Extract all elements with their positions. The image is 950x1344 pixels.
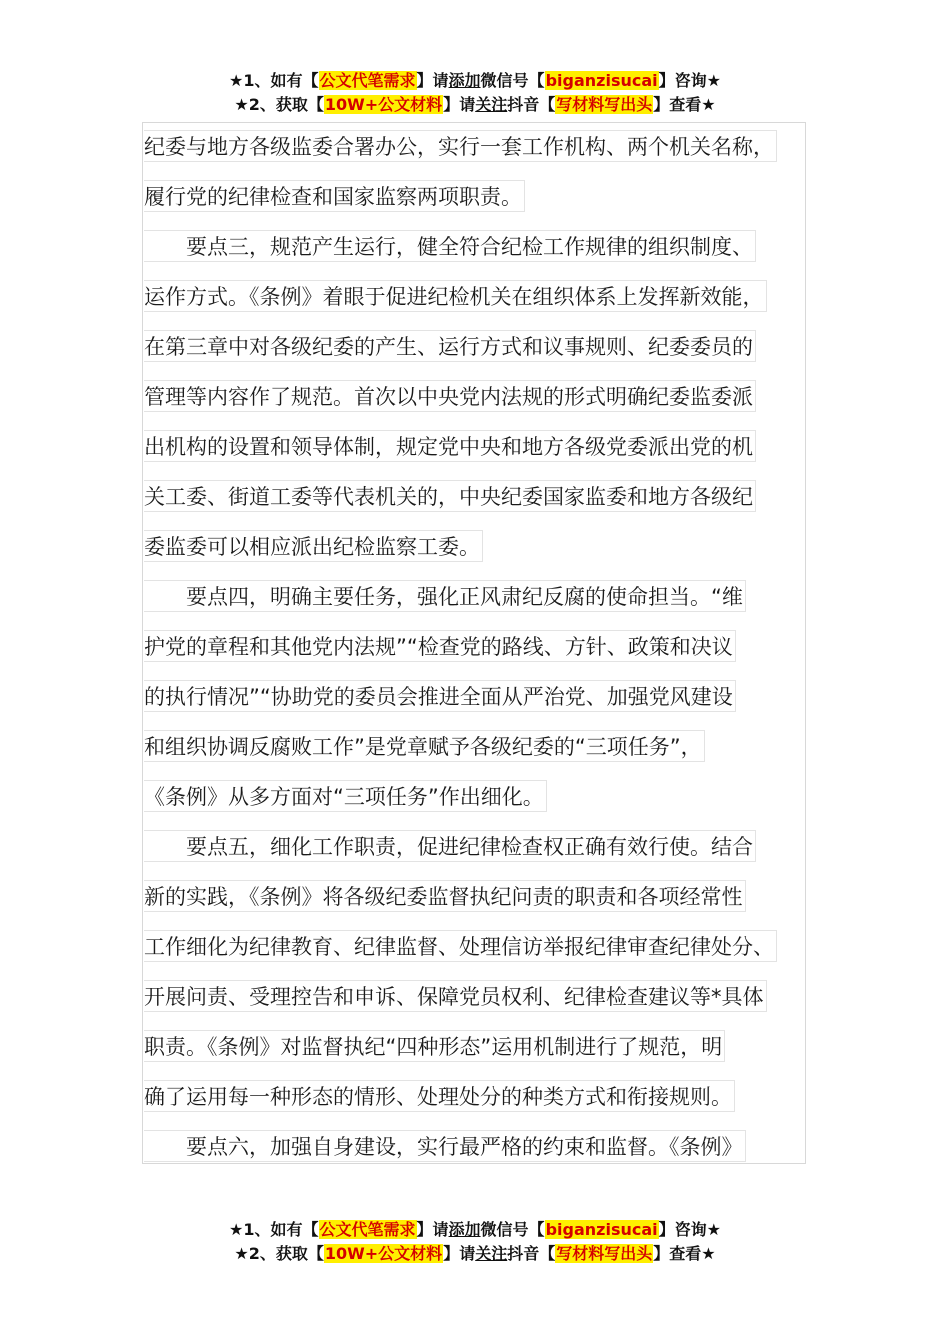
highlight-douyin-account: 写材料写出头	[556, 95, 653, 114]
text-line: 和组织协调反腐败工作”是党章赋予各级纪委的“三项任务”，	[144, 722, 824, 772]
highlight-materials: 10W+公文材料	[324, 95, 443, 114]
highlight-materials: 10W+公文材料	[324, 1244, 443, 1263]
text-line: 履行党的纪律检查和国家监察两项职责。	[144, 172, 824, 222]
banner-bottom	[0, 1218, 950, 1266]
text-line: 护党的章程和其他党内法规”“检查党的路线、方针、政策和决议	[144, 622, 824, 672]
text-line: 确了运用每一种形态的情形、处理处分的种类方式和衔接规则。	[144, 1072, 824, 1122]
banner-line-1: ★1、如有【公文代笔需求】请添加微信号【biganzisucai】咨询★	[229, 1220, 721, 1239]
text-line: 委监委可以相应派出纪检监察工委。	[144, 522, 824, 572]
highlight-douyin-account: 写材料写出头	[556, 1244, 653, 1263]
text-line: 的执行情况”“协助党的委员会推进全面从严治党、加强党风建设	[144, 672, 824, 722]
text-line: 关工委、街道工委等代表机关的，中央纪委国家监委和地方各级纪	[144, 472, 824, 522]
highlight-ghostwriting: 公文代笔需求	[319, 71, 416, 90]
banner-line-1: ★1、如有【公文代笔需求】请添加微信号【biganzisucai】咨询★	[229, 71, 721, 90]
text-line: 在第三章中对各级纪委的产生、运行方式和议事规则、纪委委员的	[144, 322, 824, 372]
banner-top	[0, 69, 950, 117]
document-body	[144, 122, 824, 1172]
highlight-wechat-id: biganzisucai	[545, 1220, 658, 1239]
text-line: 职责。《条例》对监督执纪“四种形态”运用机制进行了规范，明	[144, 1022, 824, 1072]
text-line: 运作方式。《条例》着眼于促进纪检机关在组织体系上发挥新效能，	[144, 272, 824, 322]
text-line: 要点三，规范产生运行，健全符合纪检工作规律的组织制度、	[144, 222, 824, 272]
text-line: 工作细化为纪律教育、纪律监督、处理信访举报纪律审查纪律处分、	[144, 922, 824, 972]
text-line: 纪委与地方各级监委合署办公，实行一套工作机构、两个机关名称，	[144, 122, 824, 172]
text-line: 要点五，细化工作职责，促进纪律检查权正确有效行使。结合	[144, 822, 824, 872]
highlight-ghostwriting: 公文代笔需求	[319, 1220, 416, 1239]
banner-line-2: ★2、获取【10W+公文材料】请关注抖音【写材料写出头】查看★	[234, 95, 716, 114]
text-line: 出机构的设置和领导体制，规定党中央和地方各级党委派出党的机	[144, 422, 824, 472]
text-line: 要点六，加强自身建设，实行最严格的约束和监督。《条例》	[144, 1122, 824, 1172]
text-line: 管理等内容作了规范。首次以中央党内法规的形式明确纪委监委派	[144, 372, 824, 422]
banner-line-2: ★2、获取【10W+公文材料】请关注抖音【写材料写出头】查看★	[234, 1244, 716, 1263]
highlight-wechat-id: biganzisucai	[545, 71, 658, 90]
text-line: 《条例》从多方面对“三项任务”作出细化。	[144, 772, 824, 822]
text-line: 开展问责、受理控告和申诉、保障党员权利、纪律检查建议等*具体	[144, 972, 824, 1022]
text-line: 新的实践，《条例》将各级纪委监督执纪问责的职责和各项经常性	[144, 872, 824, 922]
text-line: 要点四，明确主要任务，强化正风肃纪反腐的使命担当。“维	[144, 572, 824, 622]
